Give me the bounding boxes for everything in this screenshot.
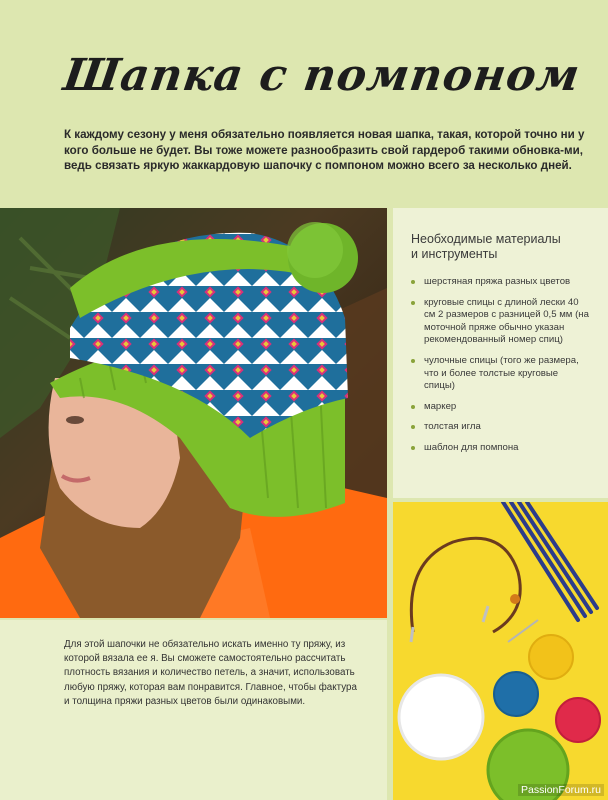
watermark: PassionForum.ru (518, 784, 604, 796)
list-item: толстая игла (411, 421, 591, 434)
hat-illustration (0, 208, 387, 618)
list-item: шерстяная пряжа разных цветов (411, 276, 591, 289)
list-item: шаблон для помпона (411, 442, 591, 455)
note-paragraph: Для этой шапочки не обязательно искать именно ту пряжу, из которой вязала ее я. Вы сможете самостоятельно рассчитать плотность вязания и количество петель, а значит, использовать любую пряжу, которая вам понравится. Главное, чтобы фактура и толщина пряжи разных цветов были одинаковыми. (64, 639, 357, 707)
supplies-photo (393, 502, 608, 800)
note-panel (0, 620, 387, 800)
intro-paragraph: К каждому сезону у меня обязательно появляется новая шапка, такая, которой точно ни у кого больше не будет. Вы тоже можете разнообразить свой гардероб такими обновка-ми, ведь связать яркую жаккардовую шапочку с помпоном можно всего за несколько дней. (64, 128, 585, 172)
hat-photo (0, 208, 387, 618)
materials-list (411, 276, 596, 455)
list-item: маркер (411, 401, 591, 414)
page-title: Шапка с помпоном (60, 50, 584, 101)
materials-heading: Необходимые материалы и инструменты (411, 232, 561, 261)
list-item: чулочные спицы (того же размера, что и более толстые круговые спицы) (411, 355, 591, 393)
materials-panel (393, 208, 608, 498)
supplies-illustration (393, 502, 608, 800)
list-item: круговые спицы с длиной лески 40 см 2 размеров с разницей 0,5 мм (на моточной пряже обычно указан рекомендованный номер спиц) (411, 297, 591, 347)
